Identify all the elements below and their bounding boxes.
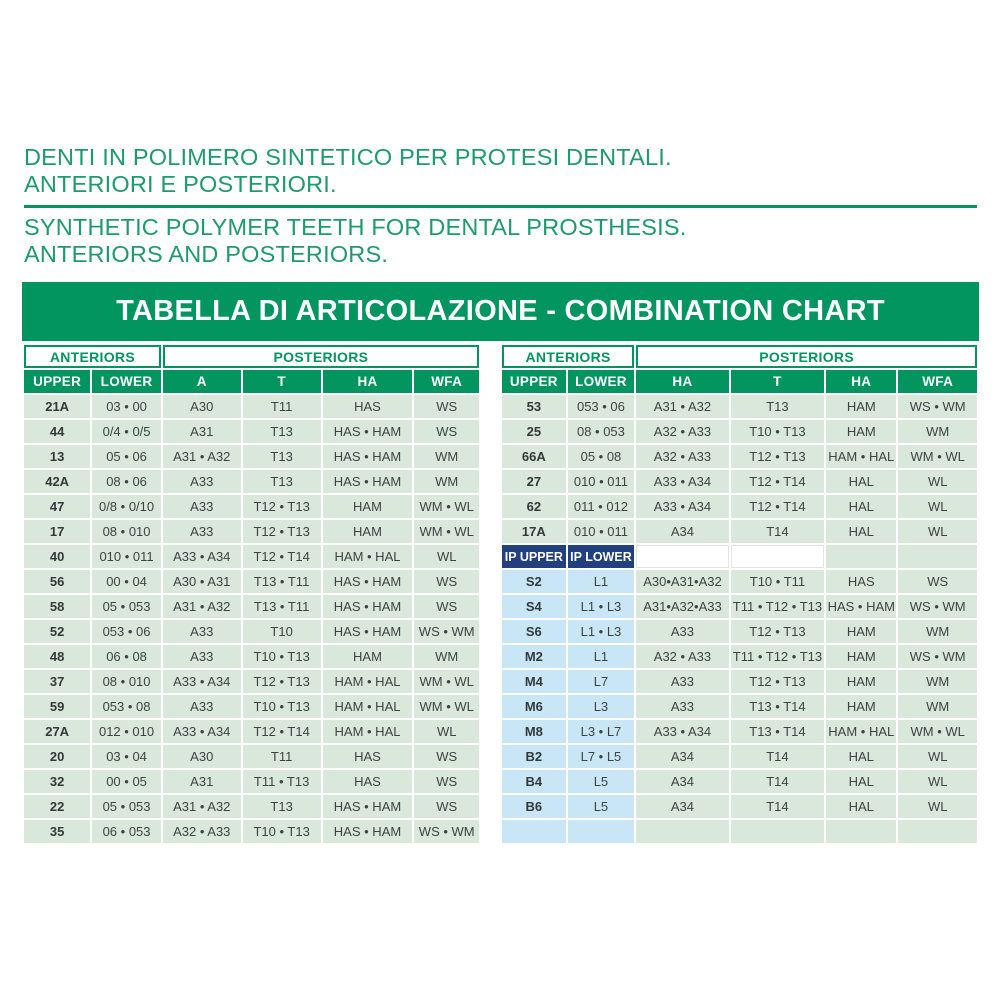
divider-rule [24,205,977,208]
table-cell: 053 • 08 [92,695,161,718]
row-key-cell: S6 [502,620,566,643]
table-cell: WS [898,570,977,593]
group-header-row [502,345,977,368]
table-cell: HAS • HAM [323,445,413,468]
table-cell: A33 [163,620,241,643]
table-row [24,720,479,743]
row-key-cell [502,820,566,843]
table-cell: WL [898,495,977,518]
row-key-cell: 47 [24,495,90,518]
table-cell: L7 • L5 [568,745,634,768]
column-header-ha: HA [826,370,896,393]
column-header-t: T [731,370,824,393]
column-header-a: A [163,370,241,393]
table-cell: WM • WL [414,520,479,543]
row-key-cell: M8 [502,720,566,743]
table-cell: 06 • 08 [92,645,161,668]
column-header-wfa: WFA [414,370,479,393]
table-cell: 053 • 06 [568,395,634,418]
table-cell: HAM [323,645,413,668]
table-cell: HAM • HAL [323,670,413,693]
table-cell: 08 • 053 [568,420,634,443]
group-header-anteriors: ANTERIORS [24,345,161,368]
combination-chart [22,282,979,845]
table-cell: 010 • 011 [92,545,161,568]
table-cell: HAM • HAL [323,695,413,718]
table-cell: A33 • A34 [636,720,729,743]
column-header-upper: UPPER [502,370,566,393]
table-cell: HAS • HAM [323,620,413,643]
table-cell: T12 • T14 [243,720,321,743]
row-key-cell: 27 [502,470,566,493]
column-header-lower: LOWER [92,370,161,393]
table-cell: L1 • L3 [568,620,634,643]
table-cell: A33 • A34 [163,670,241,693]
table-row [502,570,977,593]
table-cell: HAM [826,695,896,718]
table-cell: WL [898,745,977,768]
table-cell: A34 [636,745,729,768]
table-cell: A31 • A32 [636,395,729,418]
table-cell: 00 • 05 [92,770,161,793]
table-cell: T13 [243,470,321,493]
table-cell: WL [414,545,479,568]
table-cell: WM [414,470,479,493]
table-cell: A31•A32•A33 [636,595,729,618]
table-cell: HAS [323,745,413,768]
column-header-wfa: WFA [898,370,977,393]
table-cell: WS • WM [414,620,479,643]
table-cell: T10 [243,620,321,643]
table-cell: T10 • T13 [243,695,321,718]
table-cell: WM [414,645,479,668]
table-cell: A33 [163,495,241,518]
table-cell: HAM • HAL [323,720,413,743]
table-cell: L5 [568,795,634,818]
table-cell [826,820,896,843]
table-cell: T11 [243,745,321,768]
table-cell: A34 [636,520,729,543]
table-cell: T13 [243,420,321,443]
table-cell: 0/8 • 0/10 [92,495,161,518]
table-cell [568,820,634,843]
table-cell: HAM [323,495,413,518]
table-cell: HAM • HAL [323,545,413,568]
table-cell: A31 • A32 [163,795,241,818]
table-cell: L1 [568,570,634,593]
table-cell: WS • WM [898,645,977,668]
table-cell: T13 [243,445,321,468]
column-header-t: T [243,370,321,393]
table-row [24,695,479,718]
row-key-cell: 58 [24,595,90,618]
table-cell: A33 [163,645,241,668]
table-cell: WS [414,595,479,618]
table-row [24,395,479,418]
table-cell: WL [414,720,479,743]
table-cell: HAM [826,645,896,668]
table-cell: T11 • T13 [243,770,321,793]
column-header-ha: HA [323,370,413,393]
table-cell: A34 [636,795,729,818]
table-cell: T11 • T12 • T13 [731,645,824,668]
table-cell: HAL [826,745,896,768]
table-cell: WM • WL [414,495,479,518]
table-row [502,395,977,418]
table-cell: T13 • T11 [243,570,321,593]
table-cell: A31 • A32 [163,595,241,618]
table-cell: T10 • T13 [243,820,321,843]
row-key-cell: 48 [24,645,90,668]
table-cell: A31 [163,420,241,443]
table-row [24,445,479,468]
row-key-cell: 44 [24,420,90,443]
table-cell: A30 [163,395,241,418]
table-cell: WM • WL [898,445,977,468]
table-row [24,545,479,568]
table-cell: T12 • T13 [731,620,824,643]
row-key-cell: 27A [24,720,90,743]
table-row [502,820,977,843]
table-cell [731,820,824,843]
table-cell: A33 [163,470,241,493]
table-cell: HAL [826,770,896,793]
table-cell: A31 • A32 [163,445,241,468]
table-row [24,620,479,643]
group-header-anteriors: ANTERIORS [502,345,634,368]
row-key-cell: M2 [502,645,566,668]
table-row [502,470,977,493]
table-cell: WM • WL [414,670,479,693]
table-cell: T10 • T13 [243,645,321,668]
table-row [502,695,977,718]
row-key-cell: 17 [24,520,90,543]
table-cell: WS [414,420,479,443]
table-cell: T12 • T13 [243,495,321,518]
table-cell: T12 • T13 [243,670,321,693]
row-key-cell: B2 [502,745,566,768]
table-cell: 0/4 • 0/5 [92,420,161,443]
table-cell: WS [414,745,479,768]
row-key-cell: 35 [24,820,90,843]
row-key-cell: 59 [24,695,90,718]
table-cell: T14 [731,745,824,768]
combination-table [500,343,979,845]
table-cell: HAL [826,470,896,493]
ip-upper-header: IP UPPER [502,545,566,568]
intro-text [24,144,979,268]
table-cell: HAS • HAM [323,595,413,618]
table-cell: HAS • HAM [323,820,413,843]
table-cell: T14 [731,520,824,543]
table-cell: A31 [163,770,241,793]
table-cell: A30 [163,745,241,768]
table-cell: 053 • 06 [92,620,161,643]
table-row [502,420,977,443]
table-cell: HAM [826,395,896,418]
table-cell: 00 • 04 [92,570,161,593]
table-cell: WM [898,670,977,693]
table-cell: A32 • A33 [636,420,729,443]
row-key-cell: M4 [502,670,566,693]
table-row [24,645,479,668]
row-key-cell: 20 [24,745,90,768]
table-cell: WM [898,620,977,643]
column-header-row [502,370,977,393]
table-cell: T11 [243,395,321,418]
table-cell: A33 • A34 [636,470,729,493]
table-cell: L5 [568,770,634,793]
column-header-row [24,370,479,393]
table-cell: 08 • 010 [92,670,161,693]
table-row [502,620,977,643]
table-cell: WS [414,770,479,793]
table-cell: A33 [163,695,241,718]
table-cell: WL [898,795,977,818]
table-row [24,670,479,693]
table-cell: 011 • 012 [568,495,634,518]
row-key-cell: 53 [502,395,566,418]
table-cell: WM [414,445,479,468]
table-cell: 05 • 08 [568,445,634,468]
table-cell: A32 • A33 [163,820,241,843]
table-row [502,495,977,518]
table-row [502,745,977,768]
table-cell: T13 • T14 [731,695,824,718]
row-key-cell: 37 [24,670,90,693]
table-cell: 05 • 053 [92,595,161,618]
title-italian-line2: ANTERIORI E POSTERIORI. [24,171,337,197]
row-key-cell: B4 [502,770,566,793]
table-cell: A33 • A34 [163,720,241,743]
table-cell: T13 • T14 [731,720,824,743]
table-cell: T12 • T13 [731,670,824,693]
table-cell [636,820,729,843]
table-cell: HAS • HAM [323,570,413,593]
table-cell: WL [898,770,977,793]
title-english-line2: ANTERIORS AND POSTERIORS. [24,241,389,267]
table-cell: WL [898,470,977,493]
table-cell: A30 • A31 [163,570,241,593]
table-cell: T14 [731,770,824,793]
table-cell: L1 [568,645,634,668]
table-cell: HAM [323,520,413,543]
table-cell: WM [898,695,977,718]
table-cell: HAS • HAM [323,795,413,818]
table-row [502,645,977,668]
table-cell: T12 • T13 [731,445,824,468]
table-cell: A33 • A34 [636,495,729,518]
table-cell: A33 [163,520,241,543]
table-cell: 03 • 00 [92,395,161,418]
column-header-upper: UPPER [24,370,90,393]
table-cell: L3 [568,695,634,718]
empty-cell [898,545,977,568]
table-cell: A32 • A33 [636,445,729,468]
table-cell: 06 • 053 [92,820,161,843]
table-cell: HAL [826,495,896,518]
row-key-cell: 66A [502,445,566,468]
table-cell: WM • WL [414,695,479,718]
row-key-cell: 40 [24,545,90,568]
table-cell: A32 • A33 [636,645,729,668]
row-key-cell: 52 [24,620,90,643]
table-cell: 012 • 010 [92,720,161,743]
row-key-cell: 25 [502,420,566,443]
empty-cell [826,545,896,568]
row-key-cell: M6 [502,695,566,718]
table-row [24,595,479,618]
table-cell: 010 • 011 [568,470,634,493]
table-cell: WS • WM [898,395,977,418]
title-italian-line1: DENTI IN POLIMERO SINTETICO PER PROTESI DENTALI. [24,144,672,170]
row-key-cell: 56 [24,570,90,593]
table-cell: T10 • T11 [731,570,824,593]
table-cell: WM [898,420,977,443]
row-key-cell: 32 [24,770,90,793]
table-row [24,795,479,818]
table-cell: WS [414,570,479,593]
table-cell: A33 • A34 [163,545,241,568]
table-cell: T13 [731,395,824,418]
table-row [24,420,479,443]
table-cell: A30•A31•A32 [636,570,729,593]
row-key-cell: 17A [502,520,566,543]
table-cell: A33 [636,695,729,718]
table-cell: WL [898,520,977,543]
table-row [24,470,479,493]
table-cell: WS [414,795,479,818]
row-key-cell: 62 [502,495,566,518]
row-key-cell: S4 [502,595,566,618]
table-cell: 05 • 053 [92,795,161,818]
row-key-cell: 42A [24,470,90,493]
table-row [24,570,479,593]
table-cell: A34 [636,770,729,793]
table-cell: HAS • HAM [323,470,413,493]
table-cell: HAM • HAL [826,720,896,743]
table-cell: HAS • HAM [323,420,413,443]
row-key-cell: B6 [502,795,566,818]
combination-table-right [500,343,979,845]
table-row [502,720,977,743]
table-cell: T13 [243,795,321,818]
row-key-cell: 21A [24,395,90,418]
table-cell: 08 • 010 [92,520,161,543]
table-row [502,670,977,693]
table-row [24,770,479,793]
table-cell: T12 • T14 [243,545,321,568]
table-cell: 03 • 04 [92,745,161,768]
group-header-posteriors: POSTERIORS [163,345,479,368]
table-cell [898,820,977,843]
table-cell: HAS [323,395,413,418]
table-row [502,520,977,543]
table-cell: HAM [826,670,896,693]
table-cell: 08 • 06 [92,470,161,493]
title-english [24,214,979,268]
title-italian [24,144,979,198]
column-header-ha: HA [636,370,729,393]
row-key-cell: S2 [502,570,566,593]
table-row [502,595,977,618]
table-cell: HAM [826,620,896,643]
table-cell: T10 • T13 [731,420,824,443]
chart-title: TABELLA DI ARTICOLAZIONE - COMBINATION CHART [22,282,979,341]
table-cell: T12 • T14 [731,470,824,493]
table-cell: T13 • T11 [243,595,321,618]
table-cell: WS • WM [414,820,479,843]
table-cell: T14 [731,795,824,818]
empty-cell [636,545,729,568]
combination-table-left [22,343,481,845]
table-cell: WS • WM [898,595,977,618]
row-key-cell: 22 [24,795,90,818]
table-row [24,745,479,768]
table-cell: HAL [826,795,896,818]
table-row [24,520,479,543]
combination-table [22,343,481,845]
table-cell: WS [414,395,479,418]
table-cell: A33 [636,620,729,643]
table-cell: T11 • T12 • T13 [731,595,824,618]
group-header-posteriors: POSTERIORS [636,345,977,368]
table-cell: HAM [826,420,896,443]
table-cell: T12 • T14 [731,495,824,518]
column-header-lower: LOWER [568,370,634,393]
ip-lower-header: IP LOWER [568,545,634,568]
table-cell: HAS [826,570,896,593]
table-row [24,820,479,843]
table-cell: HAL [826,520,896,543]
group-header-row [24,345,479,368]
table-row [502,795,977,818]
table-cell: L7 [568,670,634,693]
table-cell: T12 • T13 [243,520,321,543]
table-row [502,770,977,793]
table-cell: HAS • HAM [826,595,896,618]
table-cell: 010 • 011 [568,520,634,543]
table-cell: WM • WL [898,720,977,743]
title-english-line1: SYNTHETIC POLYMER TEETH FOR DENTAL PROSTHESIS. [24,214,687,240]
table-cell: L1 • L3 [568,595,634,618]
table-cell: A33 [636,670,729,693]
table-cell: 05 • 06 [92,445,161,468]
table-cell: HAM • HAL [826,445,896,468]
chart-tables [22,343,979,845]
table-cell: L3 • L7 [568,720,634,743]
table-row [502,545,977,568]
empty-cell [731,545,824,568]
table-row [502,445,977,468]
table-cell: HAS [323,770,413,793]
table-row [24,495,479,518]
row-key-cell: 13 [24,445,90,468]
